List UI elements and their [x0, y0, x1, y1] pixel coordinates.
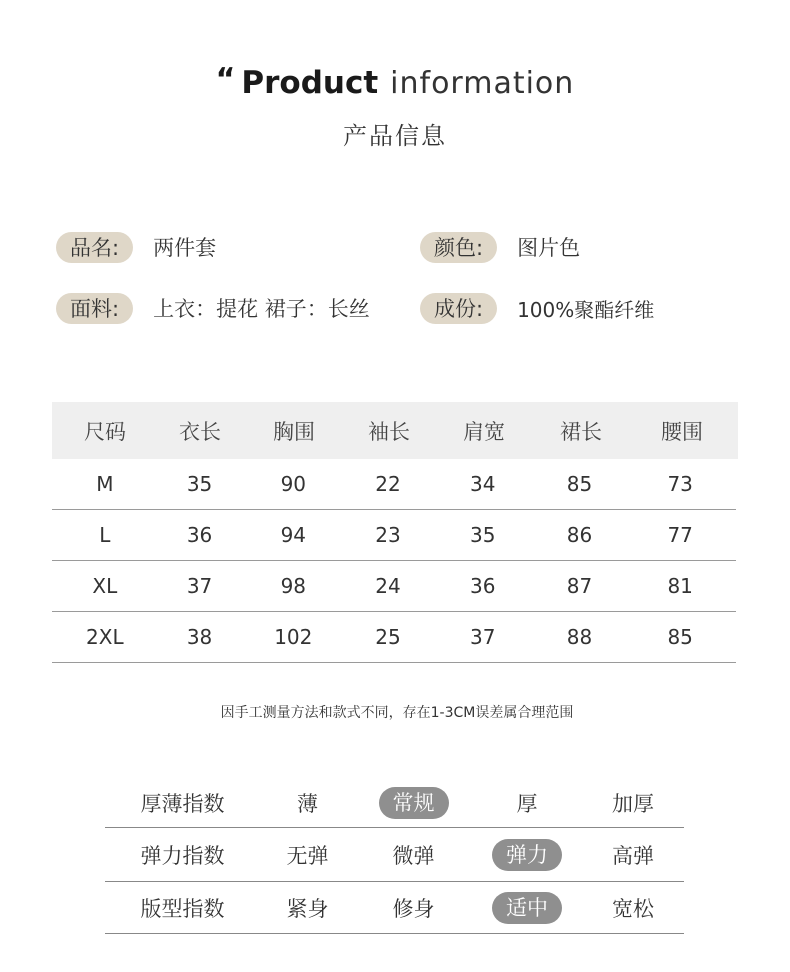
size-table-header — [52, 402, 738, 459]
measurement-note: 因手工测量方法和款式不同，存在1-3CM误差属合理范围 — [220, 705, 574, 721]
info-composition-value: 100%聚酯纤维 — [517, 297, 655, 322]
info-composition-label: 成份: — [420, 293, 497, 324]
index-option: 微弹 — [392, 843, 435, 868]
table-cell: 37 — [470, 625, 496, 649]
table-cell: 81 — [667, 574, 693, 598]
table-cell: 23 — [375, 523, 401, 547]
table-cell: 90 — [280, 472, 307, 496]
table-cell: 36 — [186, 523, 213, 547]
table-cell: 38 — [186, 625, 213, 649]
page-subtitle: 产品信息 — [343, 122, 447, 150]
info-color-label: 颜色: — [420, 232, 497, 263]
size-table — [52, 402, 738, 663]
index-row-thickness — [105, 778, 684, 828]
table-cell: 85 — [566, 472, 593, 496]
table-row — [52, 561, 736, 612]
table-cell: 85 — [667, 625, 693, 649]
index-option: 宽松 — [612, 896, 654, 921]
table-cell: 34 — [470, 472, 496, 496]
index-option: 厚 — [516, 791, 538, 816]
index-option: 紧身 — [286, 896, 329, 921]
table-cell: 86 — [566, 523, 593, 547]
table-cell: 73 — [667, 472, 693, 496]
info-name-value: 两件套 — [153, 236, 217, 260]
header-cell: 裙长 — [560, 419, 602, 444]
table-cell: 98 — [280, 574, 307, 598]
index-option: 高弹 — [612, 843, 654, 868]
product-info-title — [0, 62, 790, 104]
info-color-value: 图片色 — [517, 236, 581, 260]
table-cell: 88 — [566, 625, 593, 649]
info-fabric — [56, 292, 370, 324]
table-cell: 36 — [470, 574, 496, 598]
index-row-elasticity — [105, 828, 684, 882]
info-fabric-label: 面料: — [56, 293, 133, 324]
table-cell: 2XL — [86, 625, 124, 649]
index-option-selected: 弹力 — [492, 839, 562, 871]
table-row — [52, 510, 736, 561]
info-name — [56, 231, 216, 263]
header-cell: 肩宽 — [463, 419, 505, 444]
index-option: 修身 — [392, 896, 435, 921]
table-cell: 102 — [274, 625, 313, 649]
header-cell: 袖长 — [368, 419, 410, 444]
table-cell: 77 — [667, 523, 693, 547]
header-cell: 衣长 — [179, 419, 221, 444]
table-row — [52, 459, 736, 510]
header-cell: 尺码 — [84, 419, 126, 444]
index-option-selected: 常规 — [379, 787, 449, 819]
title-light: information — [390, 66, 575, 101]
index-option-selected: 适中 — [492, 892, 562, 924]
table-cell: 37 — [186, 574, 213, 598]
quote-mark: “ — [215, 62, 236, 97]
header-cell: 腰围 — [661, 419, 703, 444]
info-fabric-value: 上衣：提花 裙子：长丝 — [153, 297, 370, 321]
table-cell: 25 — [375, 625, 401, 649]
index-label: 厚薄指数 — [140, 791, 225, 816]
table-row — [52, 612, 736, 663]
title-bold: Product — [241, 65, 379, 101]
index-row-fit — [105, 882, 684, 934]
index-label: 版型指数 — [140, 896, 225, 921]
info-color — [420, 231, 580, 263]
table-cell: M — [96, 472, 114, 496]
index-table — [105, 778, 684, 934]
index-option: 薄 — [297, 791, 318, 816]
index-label: 弹力指数 — [140, 843, 225, 868]
table-cell: 35 — [470, 523, 496, 547]
table-cell: 22 — [375, 472, 401, 496]
table-cell: 94 — [280, 523, 307, 547]
info-name-label: 品名: — [56, 232, 133, 263]
index-option: 加厚 — [612, 791, 654, 816]
table-cell: XL — [92, 574, 118, 598]
table-cell: 24 — [375, 574, 401, 598]
table-cell: 35 — [186, 472, 213, 496]
table-cell: L — [99, 523, 111, 547]
index-option: 无弹 — [286, 843, 329, 868]
info-composition — [420, 292, 654, 324]
table-cell: 87 — [566, 574, 593, 598]
header-cell: 胸围 — [273, 419, 315, 444]
